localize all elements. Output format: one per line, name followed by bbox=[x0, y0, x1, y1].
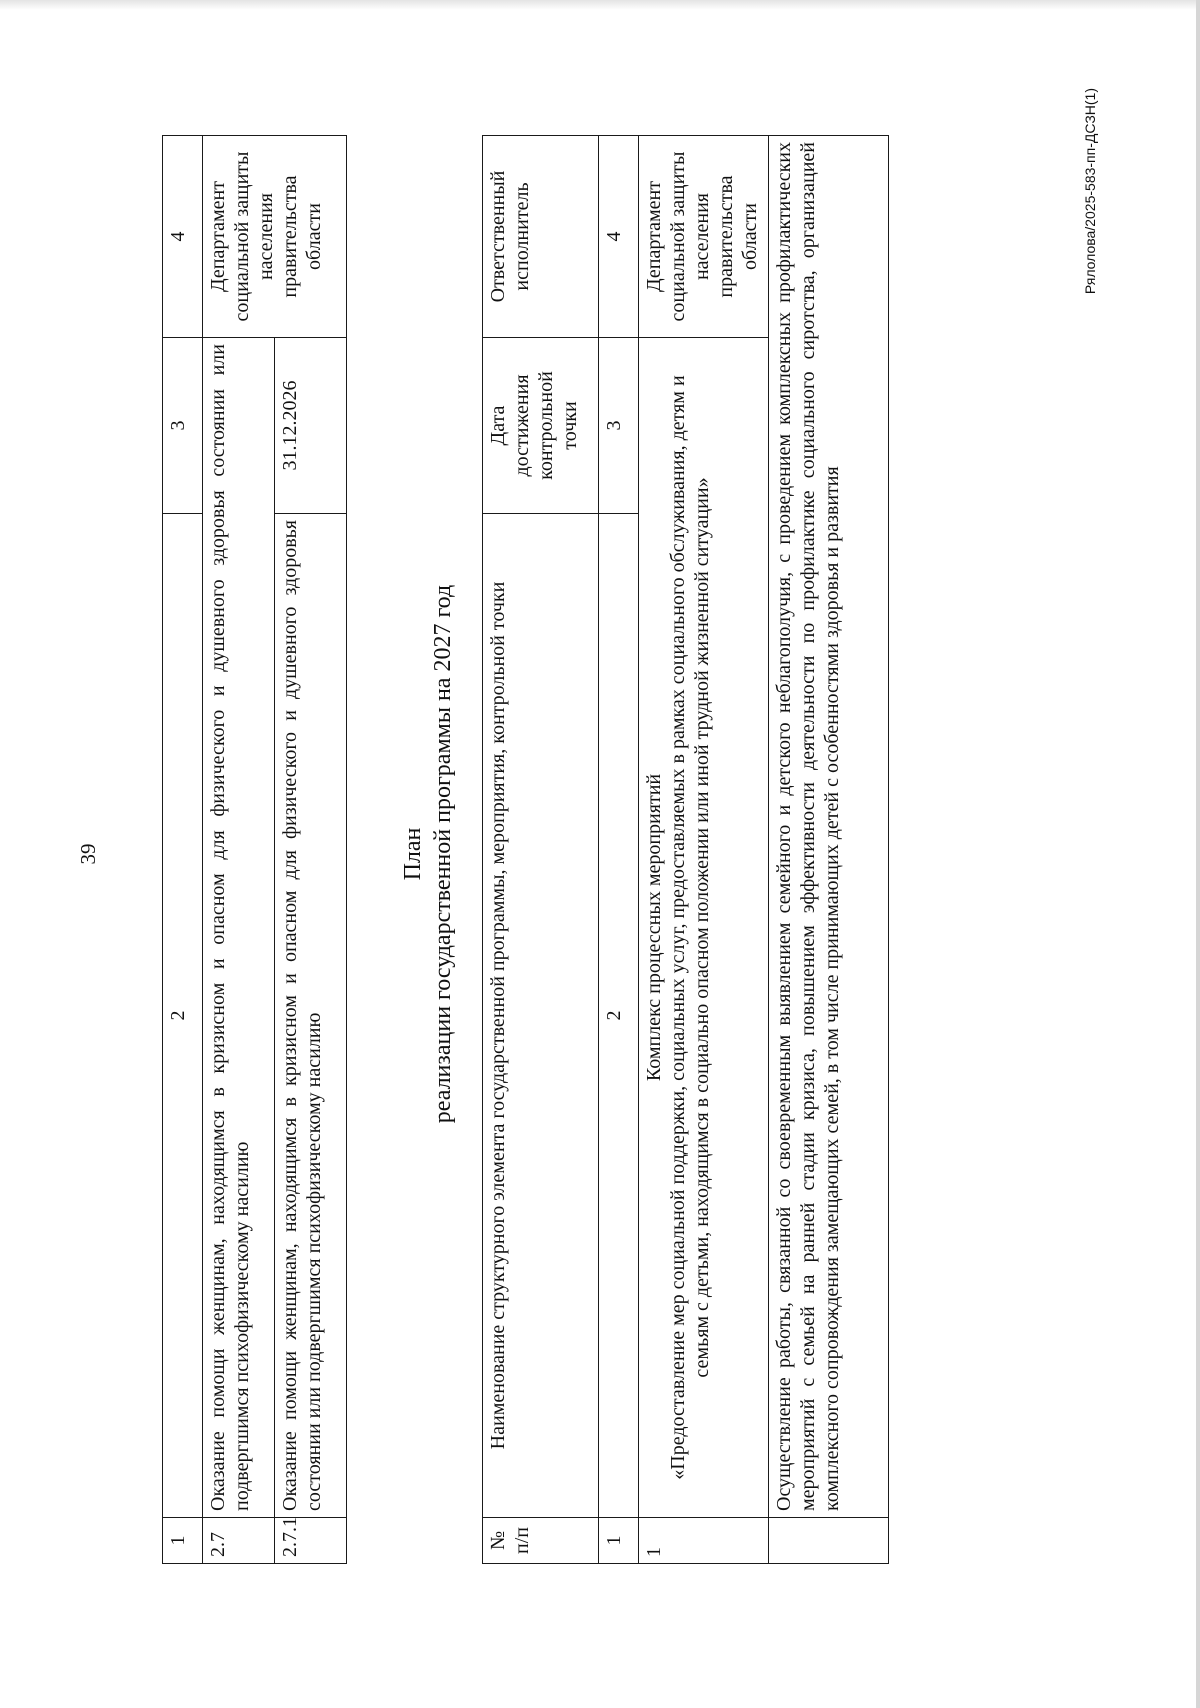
header-line: № bbox=[487, 1530, 509, 1551]
col-number: 2 bbox=[599, 514, 639, 1518]
responsible-line: правительства области bbox=[715, 175, 761, 298]
row-body: «Предоставление мер социальной поддержки, социальных услуг, предоставляемых в рамках социального обслуживания, детям и семьям с детьми, находящимся в социально опасном положении или иной трудной жизненной ситуации» bbox=[667, 375, 713, 1480]
header-name: Наименование структурного элемента государственной программы, мероприятия, контрольной точки bbox=[483, 514, 599, 1518]
responsible-line: социальной защиты bbox=[231, 151, 253, 322]
row-number-empty bbox=[769, 1518, 889, 1564]
header-date bbox=[483, 338, 599, 514]
col-number: 4 bbox=[599, 136, 639, 338]
header-line: контрольной bbox=[535, 371, 557, 480]
table-header-row bbox=[163, 136, 203, 1564]
col-number: 4 bbox=[163, 136, 203, 338]
row-number: 1 bbox=[639, 1518, 769, 1564]
row-description: Осуществление работы, связанной со своевременным выявлением семейного и детского неблагополучия, с проведением комплексных профилактических мероприятий с семьей на ранней стадии кризиса, повышением эффективности деятельности по профилактике социального сиротства, организацией комплексного сопровождения замещающих семей, в том числе принимающих детей с особенностями здоровья и развития bbox=[769, 136, 889, 1518]
header-line: Ответственный bbox=[487, 170, 509, 303]
plan-title-line: реализации государственной программы на 2027 год bbox=[430, 584, 456, 1124]
responsible-line: населения bbox=[255, 192, 277, 281]
col-number: 3 bbox=[599, 338, 639, 514]
row-text: Оказание помощи женщинам, находящимся в кризисном и опасном для физического и душевного здоровья состоянии или подвергшимся психофизическому насилию bbox=[275, 514, 347, 1518]
col-number: 1 bbox=[163, 1518, 203, 1564]
table-row bbox=[639, 136, 769, 1564]
responsible-cell bbox=[639, 136, 769, 338]
responsible-line: Департамент bbox=[643, 181, 665, 292]
responsible-cell bbox=[203, 136, 347, 338]
header-num bbox=[483, 1518, 599, 1564]
col-number: 1 bbox=[599, 1518, 639, 1564]
table-row-numbers bbox=[599, 136, 639, 1564]
header-responsible bbox=[483, 136, 599, 338]
table-row bbox=[275, 136, 347, 1564]
header-line: достижения bbox=[511, 374, 533, 477]
plan-table bbox=[482, 135, 889, 1564]
plan-title-line: План bbox=[400, 827, 426, 881]
row-text bbox=[639, 338, 769, 1518]
row-number: 2.7.1 bbox=[275, 1518, 347, 1564]
header-line: исполнитель bbox=[511, 182, 533, 291]
document-reference: Рялолова/2025-583-пп-ДСЗН(1) bbox=[1082, 88, 1098, 295]
col-number: 2 bbox=[163, 514, 203, 1518]
table-row bbox=[769, 136, 889, 1564]
top-table bbox=[162, 135, 347, 1564]
responsible-line: населения bbox=[691, 192, 713, 281]
table-header-row bbox=[483, 136, 599, 1564]
page-number: 39 bbox=[76, 843, 100, 865]
table-row bbox=[203, 136, 275, 1564]
row-heading: Комплекс процессных мероприятий bbox=[643, 773, 665, 1082]
responsible-line: социальной защиты bbox=[667, 151, 689, 322]
row-text: Оказание помощи женщинам, находящимся в кризисном и опасном для физического и душевного здоровья состоянии или подвергшимся психофизическому насилию bbox=[203, 338, 275, 1518]
responsible-line: правительства области bbox=[279, 175, 325, 298]
header-line: точки bbox=[559, 401, 581, 450]
col-number: 3 bbox=[163, 338, 203, 514]
responsible-line: Департамент bbox=[207, 181, 229, 292]
header-line: Дата bbox=[487, 405, 509, 446]
date-cell: 31.12.2026 bbox=[275, 338, 347, 514]
row-number: 2.7 bbox=[203, 1518, 275, 1564]
header-line: п/п bbox=[511, 1527, 533, 1554]
plan-title bbox=[398, 0, 458, 1708]
